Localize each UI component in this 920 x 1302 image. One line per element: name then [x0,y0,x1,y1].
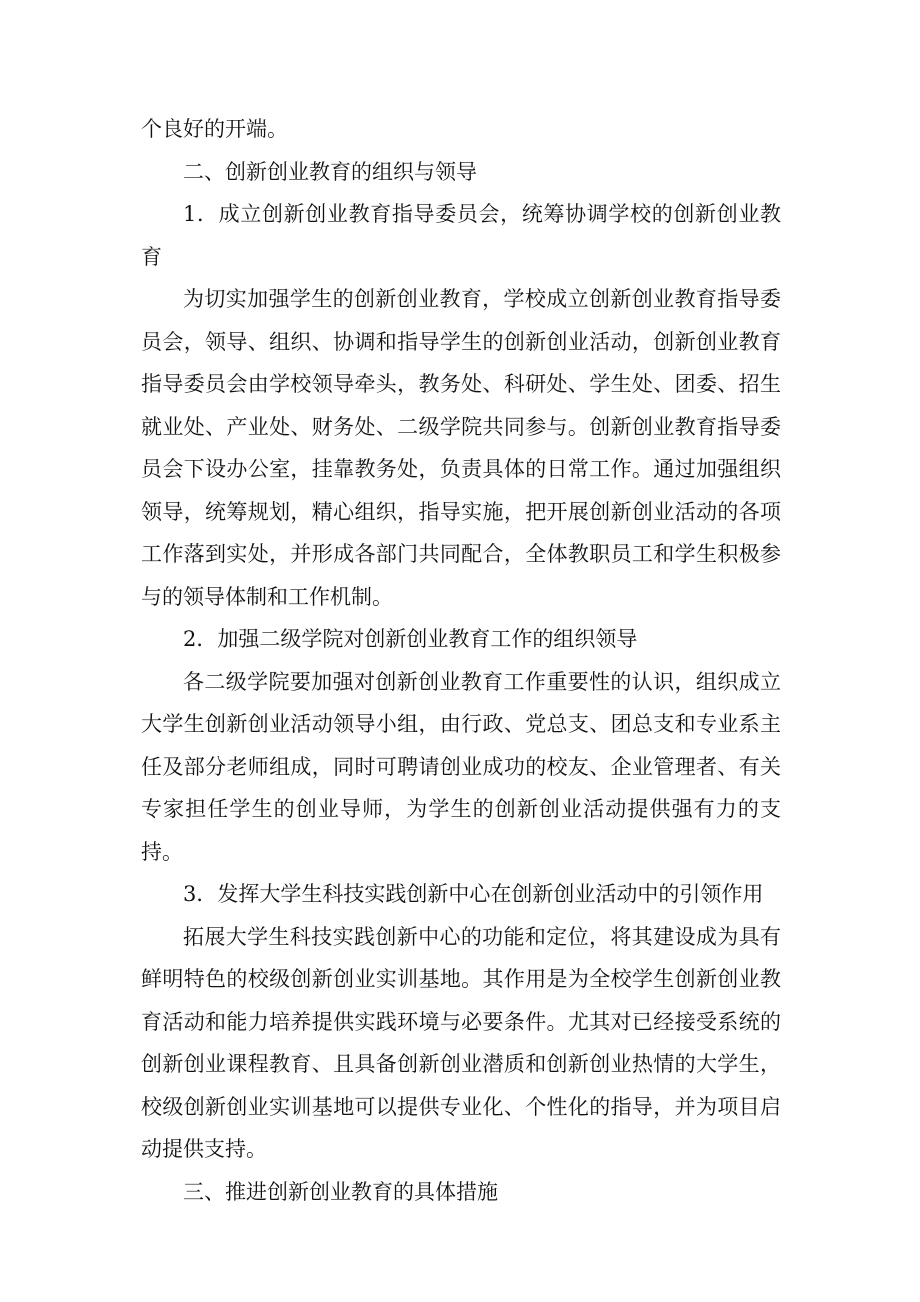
paragraph-continuation: 个良好的开端。 [141,117,288,141]
document-body [141,108,781,1213]
subsection-heading-2: 2．加强二级学院对创新创业教育工作的组织领导 [183,627,638,651]
paragraph-committee: 为切实加强学生的创新创业教育，学校成立创新创业教育指导委员会，领导、组织、协调和指导学生的创新创业活动，创新创业教育指导委员会由学校领导牵头，教务处、科研处、学生处、团委、招生就业处、产业处、财务处、二级学院共同参与。创新创业教育指导委员会下设办公室，挂靠教务处，负责具体的日常工作。通过加强组织领导，统筹规划，精心组织，指导实施，把开展创新创业活动的各项工作落到实处，并形成各部门共同配合，全体教职员工和学生积极参与的领导体制和工作机制。 [141,287,781,609]
paragraph-practice-center: 拓展大学生科技实践创新中心的功能和定位，将其建设成为具有鲜明特色的校级创新创业实训基地。其作用是为全校学生创新创业教育活动和能力培养提供实践环境与必要条件。尤其对已经接受系统的创新创业课程教育、且具备创新创业潜质和创新创业热情的大学生，校级创新创业实训基地可以提供专业化、个性化的指导，并为项目启动提供支持。 [141,924,781,1161]
section-heading-2: 二、创新创业教育的组织与领导 [183,159,477,184]
paragraph-college-leadership: 各二级学院要加强对创新创业教育工作重要性的认识，组织成立大学生创新创业活动领导小组，由行政、党总支、团总支和专业系主任及部分老师组成，同时可聘请创业成功的校友、企业管理者、有关专家担任学生的创业导师，为学生的创新创业活动提供强有力的支持。 [141,669,781,864]
section-heading-3: 三、推进创新创业教育的具体措施 [183,1179,498,1204]
subsection-heading-3: 3．发挥大学生科技实践创新中心在创新创业活动中的引领作用 [183,882,764,906]
subsection-heading-1: 1．成立创新创业教育指导委员会，统筹协调学校的创新创业教育 [141,202,781,269]
